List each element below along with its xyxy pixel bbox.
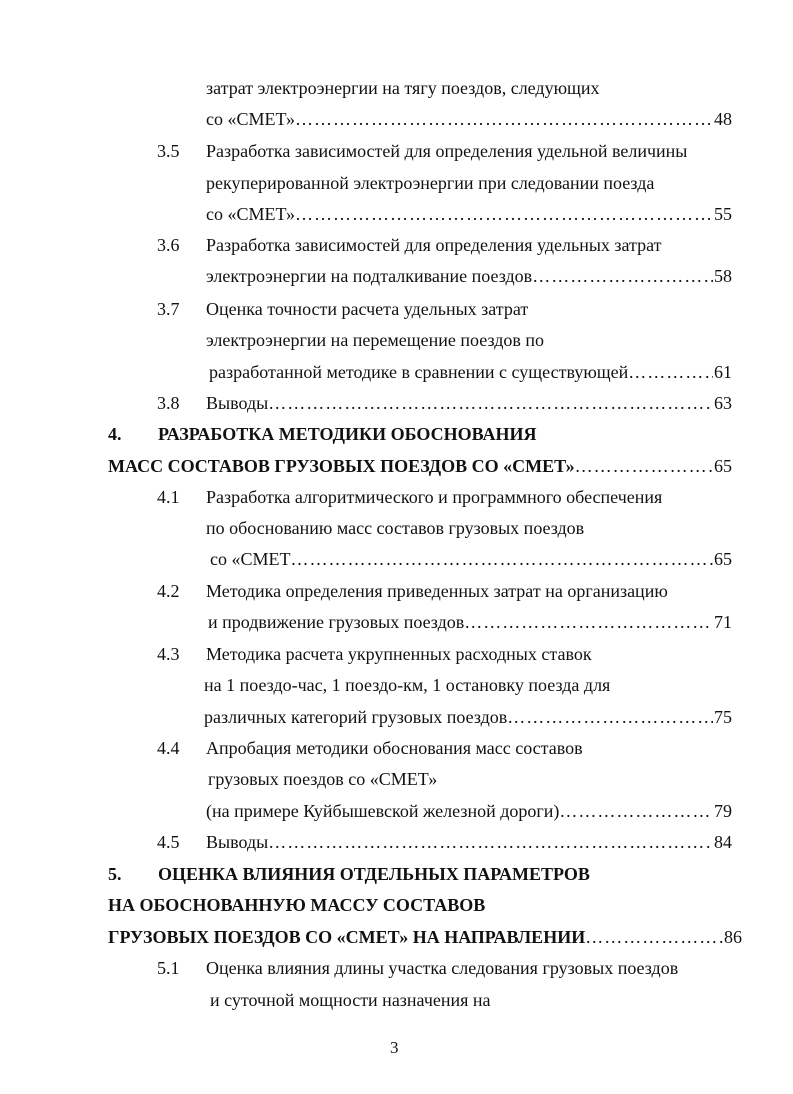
toc-entry-3-6-line1: Разработка зависимостей для определения удельных затрат bbox=[206, 235, 662, 255]
toc-chapter-5-line2: НА ОБОСНОВАННУЮ МАССУ СОСТАВОВ bbox=[108, 895, 486, 915]
toc-chapter-number: 5. bbox=[108, 864, 122, 884]
toc-entry-5-1-line1: Оценка влияния длины участка следования грузовых поездов bbox=[206, 958, 679, 978]
toc-entry-number: 3.8 bbox=[157, 393, 180, 413]
toc-chapter-5-line3 bbox=[108, 926, 742, 948]
toc-entry-3-5-line1: Разработка зависимостей для определения удельной величины bbox=[206, 141, 688, 161]
toc-entry-5-1-line2: и суточной мощности назначения на bbox=[210, 990, 491, 1010]
toc-entry-4-2-line2 bbox=[208, 611, 732, 633]
toc-page-number: 75 bbox=[714, 707, 732, 727]
toc-entry-4-4-line2: грузовых поездов со «СМЕТ» bbox=[208, 769, 438, 789]
toc-entry-text: ГРУЗОВЫХ ПОЕЗДОВ СО «СМЕТ» НА НАПРАВЛЕНИИ bbox=[108, 927, 586, 947]
leader-dots bbox=[575, 455, 713, 477]
toc-entry-number: 3.5 bbox=[157, 141, 180, 161]
toc-entry-4-1-line2: по обоснованию масс составов грузовых поездов bbox=[206, 518, 585, 538]
toc-entry-number: 4.5 bbox=[157, 832, 180, 852]
toc-page-number: 71 bbox=[714, 612, 732, 632]
leader-dots bbox=[507, 706, 713, 728]
toc-page-number: 55 bbox=[714, 204, 732, 224]
toc-entry-3-4-line1: затрат электроэнергии на тягу поездов, следующих bbox=[206, 78, 600, 98]
toc-entry-3-5-line2: рекуперированной электроэнергии при следовании поезда bbox=[206, 173, 655, 193]
toc-entry-text: электроэнергии на подталкивание поездов bbox=[206, 266, 533, 286]
toc-entry-number: 4.4 bbox=[157, 738, 180, 758]
toc-entry-number: 4.3 bbox=[157, 644, 180, 664]
toc-entry-number: 3.6 bbox=[157, 235, 180, 255]
toc-entry-4-4-line1: Апробация методики обоснования масс составов bbox=[206, 738, 583, 758]
toc-page-number: 48 bbox=[714, 109, 732, 129]
leader-dots bbox=[268, 831, 713, 853]
toc-entry-3-4-line2 bbox=[206, 108, 732, 130]
toc-entry-4-3-line2: на 1 поездо-час, 1 поездо-км, 1 остановку поезда для bbox=[204, 675, 611, 695]
toc-entry-text: разработанной методике в сравнении с существующей bbox=[209, 362, 629, 382]
toc-entry-text: (на примере Куйбышевской железной дороги) bbox=[206, 801, 560, 821]
toc-entry-4-4-line3 bbox=[206, 800, 732, 822]
toc-entry-text: МАСС СОСТАВОВ ГРУЗОВЫХ ПОЕЗДОВ СО «СМЕТ» bbox=[108, 456, 575, 476]
leader-dots bbox=[585, 926, 723, 948]
toc-entry-3-7-line1: Оценка точности расчета удельных затрат bbox=[206, 299, 529, 319]
leader-dots bbox=[559, 800, 713, 822]
toc-entry-text: и продвижение грузовых поездов bbox=[208, 612, 465, 632]
toc-page-number: 63 bbox=[714, 393, 732, 413]
leader-dots bbox=[464, 611, 713, 633]
toc-entry-3-5-line3 bbox=[206, 203, 732, 225]
toc-entry-number: 5.1 bbox=[157, 958, 180, 978]
toc-chapter-5-line1: ОЦЕНКА ВЛИЯНИЯ ОТДЕЛЬНЫХ ПАРАМЕТРОВ bbox=[158, 864, 590, 884]
leader-dots bbox=[268, 392, 713, 414]
toc-entry-text: различных категорий грузовых поездов bbox=[204, 707, 508, 727]
toc-entry-4-3-line3 bbox=[204, 706, 732, 728]
toc-entry-text: Выводы bbox=[206, 393, 269, 413]
toc-entry-4-1-line3 bbox=[210, 548, 732, 570]
toc-entry-text: Выводы bbox=[206, 832, 269, 852]
toc-page-number: 65 bbox=[714, 456, 732, 476]
leader-dots bbox=[295, 203, 713, 225]
toc-page-number: 84 bbox=[714, 832, 732, 852]
leader-dots bbox=[295, 108, 713, 130]
toc-entry-text: со «СМЕТ» bbox=[206, 204, 296, 224]
toc-chapter-number: 4. bbox=[108, 424, 122, 444]
toc-entry-3-6-line2 bbox=[206, 265, 732, 287]
toc-entry-3-7-line2: электроэнергии на перемещение поездов по bbox=[206, 330, 545, 350]
toc-page-number: 65 bbox=[714, 549, 732, 569]
toc-entry-4-5-line1 bbox=[206, 831, 732, 853]
toc-page-number: 86 bbox=[724, 927, 742, 947]
toc-entry-4-1-line1: Разработка алгоритмического и программного обеспечения bbox=[206, 487, 663, 507]
toc-entry-4-2-line1: Методика определения приведенных затрат на организацию bbox=[206, 581, 668, 601]
page-number: 3 bbox=[390, 1038, 399, 1057]
toc-chapter-4-line2 bbox=[108, 455, 732, 477]
toc-entry-text: со «СМЕТ» bbox=[206, 109, 296, 129]
toc-entry-3-8-line1 bbox=[206, 392, 732, 414]
toc-entry-4-3-line1: Методика расчета укрупненных расходных ставок bbox=[206, 644, 592, 664]
toc-entry-text: со «СМЕТ bbox=[210, 549, 291, 569]
toc-page-number: 61 bbox=[714, 362, 732, 382]
leader-dots bbox=[532, 265, 713, 287]
leader-dots bbox=[628, 361, 713, 383]
toc-page-number: 79 bbox=[714, 801, 732, 821]
toc-chapter-4-line1: РАЗРАБОТКА МЕТОДИКИ ОБОСНОВАНИЯ bbox=[158, 424, 537, 444]
toc-entry-3-7-line3 bbox=[209, 361, 732, 383]
toc-page-number: 58 bbox=[714, 266, 732, 286]
toc-entry-number: 3.7 bbox=[157, 299, 180, 319]
toc-entry-number: 4.2 bbox=[157, 581, 180, 601]
leader-dots bbox=[291, 548, 714, 570]
toc-entry-number: 4.1 bbox=[157, 487, 180, 507]
